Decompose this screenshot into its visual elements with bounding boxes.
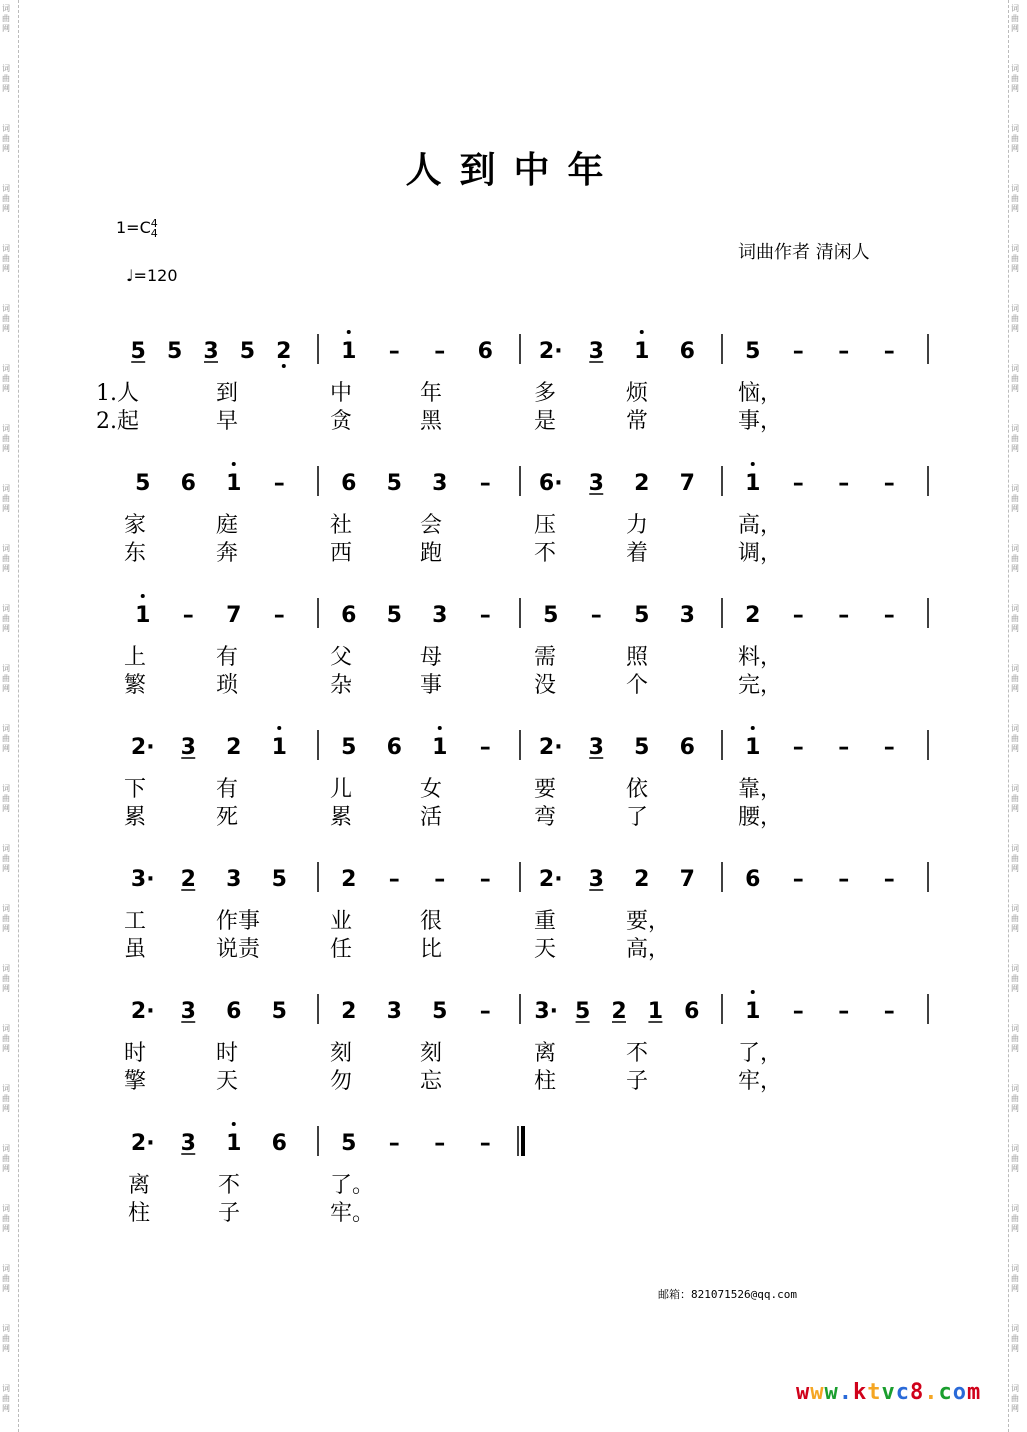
- note: –: [182, 603, 194, 628]
- lyric: 会: [420, 513, 443, 538]
- lyric: 事: [420, 673, 443, 698]
- note: 1: [647, 999, 664, 1024]
- watermark-text: 词 曲 网: [1011, 1024, 1019, 1053]
- watermark-text: 词 曲 网: [1011, 4, 1019, 33]
- note: 5: [386, 471, 402, 496]
- note: 3: [180, 1131, 196, 1156]
- lyric: 子: [626, 1069, 649, 1094]
- lyric: 累: [330, 805, 353, 830]
- lyric: 到: [216, 381, 239, 406]
- lyric: 年: [420, 381, 443, 406]
- watermark-text: 词 曲 网: [2, 184, 10, 213]
- note: 1: [341, 339, 357, 364]
- lyric: 刻: [330, 1041, 353, 1066]
- note: 6: [745, 867, 761, 892]
- watermark-text: 词 曲 网: [2, 1204, 10, 1233]
- note: 2: [745, 603, 761, 628]
- lyric: 要，: [626, 909, 671, 934]
- lyric: 离: [534, 1041, 557, 1066]
- lyric: 业: [330, 909, 353, 934]
- lyric: 擎: [124, 1069, 147, 1094]
- watermark-text: 词 曲 网: [1011, 124, 1019, 153]
- watermark-text: 词 曲 网: [2, 484, 10, 513]
- note: –: [883, 735, 895, 760]
- note: –: [273, 603, 285, 628]
- note: 5: [166, 339, 183, 364]
- lyric: 任: [330, 937, 353, 962]
- note: –: [792, 471, 804, 496]
- lyric: 了，: [738, 1041, 783, 1066]
- note: 2: [226, 735, 242, 760]
- song-title: 人到中年: [405, 149, 622, 191]
- note: 3: [386, 999, 402, 1024]
- note: 6·: [538, 471, 563, 496]
- watermark-text: 词 曲 网: [2, 64, 10, 93]
- note: 6: [341, 471, 357, 496]
- footer-email: 邮箱：821071526@qq.com: [658, 1288, 797, 1301]
- watermark-text: 词 曲 网: [2, 724, 10, 753]
- watermark-text: 词 曲 网: [2, 1084, 10, 1113]
- watermark-text: 词 曲 网: [1011, 664, 1019, 693]
- watermark-text: 词 曲 网: [1011, 184, 1019, 213]
- key-label: 1=C: [116, 218, 151, 237]
- lyric: 中: [330, 381, 353, 406]
- note: 6: [341, 603, 357, 628]
- note: –: [388, 339, 400, 364]
- lyric: 高，: [738, 513, 783, 538]
- note: 1: [271, 735, 287, 760]
- note: –: [792, 999, 804, 1024]
- note: 5: [634, 603, 650, 628]
- lyric: 社: [330, 513, 353, 538]
- note: 5: [574, 999, 591, 1024]
- note: –: [590, 603, 602, 628]
- octave-dot: [640, 330, 644, 334]
- lyric: 勿: [330, 1069, 353, 1094]
- lyric: 依: [626, 777, 649, 802]
- note: –: [479, 867, 491, 892]
- watermark-text: 词 曲 网: [1011, 784, 1019, 813]
- watermark-text: 词 曲 网: [1011, 484, 1019, 513]
- lyric: 压: [534, 513, 557, 538]
- lyric: 很: [420, 909, 443, 934]
- lyric: 天: [216, 1069, 239, 1094]
- lyric: 要: [534, 777, 557, 802]
- note: 6: [226, 999, 242, 1024]
- note: 6: [679, 339, 695, 364]
- lyric: 了。: [330, 1173, 375, 1198]
- lyric: 杂: [330, 673, 353, 698]
- note: 6: [271, 1131, 287, 1156]
- lyric: 着: [626, 541, 649, 566]
- note: 7: [679, 867, 695, 892]
- watermark-text: 词 曲 网: [1011, 1084, 1019, 1113]
- lyric: 料，: [738, 645, 783, 670]
- note: 3: [432, 471, 448, 496]
- watermark-text: 词 曲 网: [2, 364, 10, 393]
- lyric: 靠，: [738, 777, 783, 802]
- note: 2: [634, 867, 650, 892]
- lyric: 有: [216, 777, 239, 802]
- note: –: [883, 603, 895, 628]
- watermark-text: 词 曲 网: [1011, 1264, 1019, 1293]
- watermark-text: 词 曲 网: [1011, 604, 1019, 633]
- note: 5: [341, 1131, 357, 1156]
- note: –: [434, 1131, 446, 1156]
- note: 5: [130, 339, 146, 364]
- note: 3·: [534, 999, 559, 1024]
- lyric: 个: [626, 673, 649, 698]
- footer-site-logo: www.ktvc8.com: [796, 1380, 982, 1405]
- note: –: [479, 735, 491, 760]
- note: –: [434, 339, 446, 364]
- note: –: [838, 471, 850, 496]
- watermark-text: 词 曲 网: [2, 304, 10, 333]
- lyric: 没: [534, 673, 557, 698]
- watermark-text: 词 曲 网: [1011, 304, 1019, 333]
- lyric: 忘: [420, 1069, 443, 1094]
- note: 3·: [130, 867, 155, 892]
- note: –: [883, 999, 895, 1024]
- tempo-value: =120: [133, 266, 178, 285]
- watermark-text: 词 曲 网: [2, 784, 10, 813]
- note: 5: [386, 603, 402, 628]
- note: 2: [180, 867, 196, 892]
- note: –: [434, 867, 446, 892]
- note: –: [792, 735, 804, 760]
- note: –: [883, 867, 895, 892]
- lyric: 作事: [216, 909, 261, 934]
- note: –: [479, 471, 491, 496]
- lyric: 1.人: [96, 381, 139, 406]
- lyric: 恼，: [738, 381, 783, 406]
- octave-dot: [751, 462, 755, 466]
- note: –: [792, 867, 804, 892]
- lyric: 说责: [216, 937, 261, 962]
- note: 2: [276, 339, 292, 364]
- watermark-text: 词 曲 网: [1011, 964, 1019, 993]
- note: 1: [226, 471, 242, 496]
- lyric: 母: [420, 645, 443, 670]
- note: 3: [679, 603, 695, 628]
- lyric: 早: [216, 409, 239, 434]
- note: 1: [226, 1131, 242, 1156]
- lyric: 比: [420, 937, 443, 962]
- lyric: 琐: [216, 673, 239, 698]
- watermark-text: 词 曲 网: [2, 1324, 10, 1353]
- note: –: [792, 603, 804, 628]
- note: –: [838, 735, 850, 760]
- watermark-text: 词 曲 网: [2, 1024, 10, 1053]
- note: 3: [432, 603, 448, 628]
- note: 5: [745, 339, 761, 364]
- note: 3: [588, 867, 604, 892]
- lyric: 完，: [738, 673, 783, 698]
- watermark-text: 词 曲 网: [2, 124, 10, 153]
- lyric: 高，: [626, 937, 671, 962]
- watermark-text: 词 曲 网: [2, 904, 10, 933]
- note: 2: [341, 999, 357, 1024]
- lyric: 跑: [420, 541, 443, 566]
- watermark-text: 词 曲 网: [1011, 904, 1019, 933]
- octave-dot: [438, 726, 442, 730]
- lyric: 弯: [534, 805, 557, 830]
- watermark-text: 词 曲 网: [2, 844, 10, 873]
- watermark-text: 词 曲 网: [2, 4, 10, 33]
- octave-dot: [751, 726, 755, 730]
- note: –: [838, 999, 850, 1024]
- lyric: 活: [420, 805, 443, 830]
- octave-dot: [141, 594, 145, 598]
- lyric: 父: [330, 645, 353, 670]
- lyric: 柱: [128, 1201, 151, 1226]
- note: –: [479, 603, 491, 628]
- lyric: 2.起: [96, 409, 139, 434]
- note: 3: [588, 735, 604, 760]
- note: 1: [135, 603, 151, 628]
- note: –: [479, 1131, 491, 1156]
- lyric: 烦: [626, 381, 649, 406]
- watermark-text: 词 曲 网: [1011, 1384, 1019, 1413]
- note: 1: [634, 339, 650, 364]
- watermark-text: 词 曲 网: [2, 244, 10, 273]
- note: –: [388, 1131, 400, 1156]
- lyric: 有: [216, 645, 239, 670]
- note: 5: [543, 603, 559, 628]
- lyric: 腰，: [738, 805, 783, 830]
- watermark-text: 词 曲 网: [2, 424, 10, 453]
- note: 1: [745, 735, 761, 760]
- time-top: 4: [150, 216, 158, 230]
- note: 5: [341, 735, 357, 760]
- note: 2·: [538, 339, 563, 364]
- note: 1: [745, 471, 761, 496]
- note: 3: [226, 867, 242, 892]
- note: 5: [271, 999, 287, 1024]
- watermark-text: 词 曲 网: [1011, 1144, 1019, 1173]
- lyric: 下: [124, 777, 147, 802]
- lyric: 时: [216, 1041, 239, 1066]
- note: 2·: [538, 867, 563, 892]
- lyric: 儿: [330, 777, 353, 802]
- note: 2·: [538, 735, 563, 760]
- lyric: 重: [534, 909, 557, 934]
- note: 1: [432, 735, 448, 760]
- octave-dot: [751, 990, 755, 994]
- note: 2: [611, 999, 627, 1024]
- lyric: 调，: [738, 541, 783, 566]
- watermark-text: 词 曲 网: [1011, 1324, 1019, 1353]
- note: 2: [634, 471, 650, 496]
- lyric: 牢，: [738, 1069, 783, 1094]
- note: 5: [271, 867, 287, 892]
- note: –: [883, 339, 895, 364]
- time-bottom: 4: [150, 226, 158, 240]
- note: –: [838, 867, 850, 892]
- note: 2·: [130, 735, 155, 760]
- lyric: 力: [626, 513, 649, 538]
- watermark-text: 词 曲 网: [1011, 544, 1019, 573]
- watermark-text: 词 曲 网: [1011, 844, 1019, 873]
- note: 5: [432, 999, 448, 1024]
- note: –: [388, 867, 400, 892]
- octave-dot: [232, 1122, 236, 1126]
- note: 5: [239, 339, 256, 364]
- lyric: 家: [124, 513, 147, 538]
- lyric: 死: [216, 805, 239, 830]
- note: –: [792, 339, 804, 364]
- note: –: [479, 999, 491, 1024]
- watermark-text: 词 曲 网: [2, 544, 10, 573]
- lyric: 累: [124, 805, 147, 830]
- note: –: [838, 603, 850, 628]
- lyric: 女: [420, 777, 443, 802]
- watermark-text: 词 曲 网: [2, 964, 10, 993]
- note: 6: [477, 339, 493, 364]
- lyric: 离: [128, 1173, 151, 1198]
- note: 6: [679, 735, 695, 760]
- lyric: 时: [124, 1041, 147, 1066]
- note: –: [883, 471, 895, 496]
- watermark-text: 词 曲 网: [1011, 724, 1019, 753]
- note: –: [838, 339, 850, 364]
- lyric: 照: [626, 645, 649, 670]
- note: –: [273, 471, 285, 496]
- lyric: 庭: [216, 513, 239, 538]
- lyric: 牢。: [330, 1201, 375, 1226]
- lyric: 是: [534, 409, 557, 434]
- lyric: 上: [124, 645, 147, 670]
- watermark-text: 词 曲 网: [2, 664, 10, 693]
- note: 7: [679, 471, 695, 496]
- watermark-text: 词 曲 网: [2, 1264, 10, 1293]
- note: 7: [226, 603, 242, 628]
- watermark-text: 词 曲 网: [1011, 424, 1019, 453]
- note: 3: [180, 999, 196, 1024]
- lyric: 虽: [124, 937, 147, 962]
- lyric: 多: [534, 381, 557, 406]
- octave-dot: [282, 364, 286, 368]
- note: 5: [634, 735, 650, 760]
- octave-dot: [232, 462, 236, 466]
- octave-dot: [277, 726, 281, 730]
- watermark-text: 词 曲 网: [1011, 244, 1019, 273]
- lyric: 了: [626, 805, 649, 830]
- watermark-text: 词 曲 网: [2, 1144, 10, 1173]
- watermark-text: 词 曲 网: [1011, 364, 1019, 393]
- octave-dot: [347, 330, 351, 334]
- note: 2: [341, 867, 357, 892]
- lyric: 常: [626, 409, 649, 434]
- lyric: 刻: [420, 1041, 443, 1066]
- note: 3: [588, 339, 604, 364]
- watermark-text: 词 曲 网: [2, 604, 10, 633]
- lyric: 需: [534, 645, 557, 670]
- lyric: 西: [330, 541, 353, 566]
- lyric: 子: [218, 1201, 241, 1226]
- note: 5: [135, 471, 151, 496]
- lyric: 不: [534, 541, 557, 566]
- lyric: 工: [124, 909, 147, 934]
- note: 2·: [130, 999, 155, 1024]
- lyric: 繁: [124, 673, 147, 698]
- watermark-text: 词 曲 网: [2, 1384, 10, 1413]
- lyric: 不: [218, 1173, 241, 1198]
- lyric: 不: [626, 1041, 649, 1066]
- note: 3: [203, 339, 219, 364]
- watermark-text: 词 曲 网: [1011, 1204, 1019, 1233]
- note: 2·: [130, 1131, 155, 1156]
- composer-credit: 词曲作者 清闲人: [738, 242, 870, 263]
- lyric: 奔: [216, 541, 239, 566]
- quarter-note-icon: ♩: [126, 266, 134, 285]
- lyric: 事，: [738, 409, 783, 434]
- lyric: 柱: [534, 1069, 557, 1094]
- note: 3: [588, 471, 604, 496]
- note: 6: [180, 471, 196, 496]
- note: 6: [684, 999, 700, 1024]
- lyric: 东: [124, 541, 147, 566]
- note: 6: [386, 735, 402, 760]
- lyric: 天: [534, 937, 557, 962]
- lyric: 黑: [420, 409, 443, 434]
- lyric: 贪: [330, 409, 353, 434]
- note: 1: [745, 999, 761, 1024]
- note: 3: [180, 735, 196, 760]
- watermark-text: 词 曲 网: [1011, 64, 1019, 93]
